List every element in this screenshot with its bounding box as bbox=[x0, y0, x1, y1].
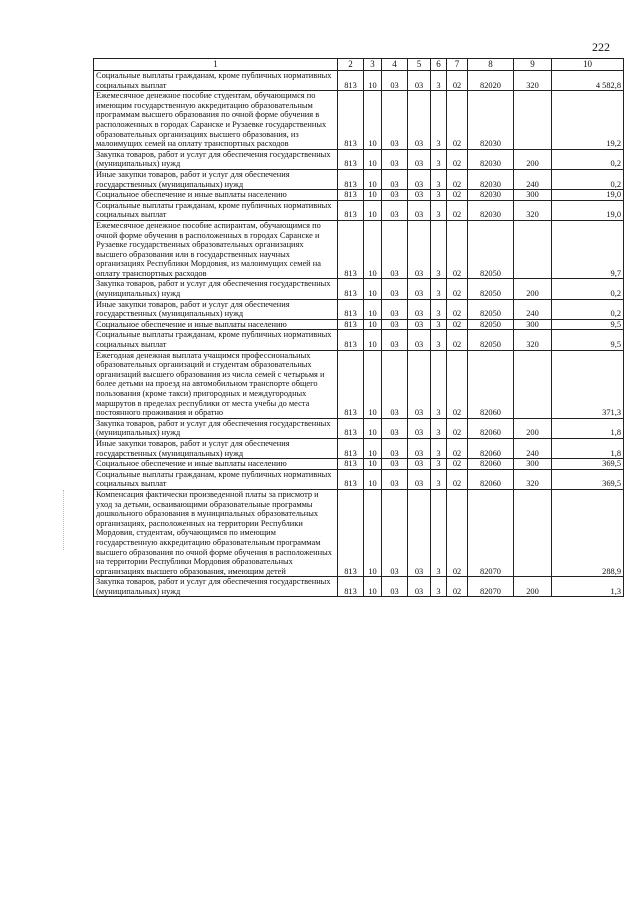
row-c9-cell: 320 bbox=[514, 330, 552, 350]
row-c9-cell: 320 bbox=[514, 200, 552, 220]
row-c8-cell: 82060 bbox=[468, 459, 514, 470]
row-c4-cell: 03 bbox=[382, 299, 408, 319]
row-c10-cell: 0,2 bbox=[552, 299, 624, 319]
row-name-cell: Компенсация фактически произведенной платы за присмотр и уход за детьми, осваивающими образовательные программы дошкольного образования в муниципальных образовательных организациях, расположенных на территории Республики Мордовия, студентам, обучающимся по имеющим государственную аккредитацию образовательным программам высшего образования по очной форме обучения в расположенных на территории Республики Мордовия образовательных организациях высшего образования, имеющим детей bbox=[94, 489, 338, 576]
row-c3-cell: 10 bbox=[364, 71, 382, 91]
header-cell: 3 bbox=[364, 59, 382, 71]
row-c9-cell: 300 bbox=[514, 459, 552, 470]
row-c3-cell: 10 bbox=[364, 418, 382, 438]
row-name-cell: Закупка товаров, работ и услуг для обеспечения государственных (муниципальных) нужд bbox=[94, 149, 338, 169]
row-c2-cell: 813 bbox=[338, 330, 364, 350]
row-c3-cell: 10 bbox=[364, 438, 382, 458]
row-name-cell: Закупка товаров, работ и услуг для обеспечения государственных (муниципальных) нужд bbox=[94, 279, 338, 299]
row-name-cell: Социальные выплаты гражданам, кроме публичных нормативных социальных выплат bbox=[94, 200, 338, 220]
row-c7-cell: 02 bbox=[447, 220, 468, 279]
row-c6-cell: 3 bbox=[431, 438, 447, 458]
row-c4-cell: 03 bbox=[382, 190, 408, 201]
row-c10-cell: 1,8 bbox=[552, 418, 624, 438]
row-name-cell: Ежемесячное денежное пособие аспирантам, обучающимся по очной форме обучения в расположенных в городах Саранске и Рузаевке государственных образовательных организациях высшего образования или в государственных научных организациях Республики Мордовия, из малоимущих семей на оплату транспортных расходов bbox=[94, 220, 338, 279]
row-c5-cell: 03 bbox=[408, 319, 431, 330]
row-c8-cell: 82030 bbox=[468, 91, 514, 150]
header-cell: 7 bbox=[447, 59, 468, 71]
row-c6-cell: 3 bbox=[431, 200, 447, 220]
header-row bbox=[94, 59, 624, 71]
row-c7-cell: 02 bbox=[447, 71, 468, 91]
row-c6-cell: 3 bbox=[431, 330, 447, 350]
row-name-cell: Иные закупки товаров, работ и услуг для обеспечения государственных (муниципальных) нужд bbox=[94, 169, 338, 189]
row-c9-cell bbox=[514, 350, 552, 418]
row-c8-cell: 82030 bbox=[468, 169, 514, 189]
row-c10-cell: 19,2 bbox=[552, 91, 624, 150]
row-c9-cell: 240 bbox=[514, 169, 552, 189]
row-c10-cell: 369,5 bbox=[552, 469, 624, 489]
row-c3-cell: 10 bbox=[364, 350, 382, 418]
header-cell: 5 bbox=[408, 59, 431, 71]
row-c3-cell: 10 bbox=[364, 190, 382, 201]
row-c10-cell: 0,2 bbox=[552, 149, 624, 169]
row-c9-cell: 200 bbox=[514, 577, 552, 597]
row-c2-cell: 813 bbox=[338, 350, 364, 418]
row-c6-cell: 3 bbox=[431, 299, 447, 319]
row-name-cell: Закупка товаров, работ и услуг для обеспечения государственных (муниципальных) нужд bbox=[94, 577, 338, 597]
header-cell: 1 bbox=[94, 59, 338, 71]
row-c3-cell: 10 bbox=[364, 459, 382, 470]
row-c10-cell: 369,5 bbox=[552, 459, 624, 470]
row-c5-cell: 03 bbox=[408, 459, 431, 470]
row-c9-cell: 240 bbox=[514, 438, 552, 458]
row-c6-cell: 3 bbox=[431, 469, 447, 489]
row-c10-cell: 19,0 bbox=[552, 200, 624, 220]
binding-mark bbox=[63, 490, 65, 550]
row-c3-cell: 10 bbox=[364, 469, 382, 489]
row-c8-cell: 82070 bbox=[468, 489, 514, 576]
row-c4-cell: 03 bbox=[382, 200, 408, 220]
page-number: 222 bbox=[592, 40, 610, 54]
row-c2-cell: 813 bbox=[338, 438, 364, 458]
row-c5-cell: 03 bbox=[408, 71, 431, 91]
row-c9-cell: 300 bbox=[514, 319, 552, 330]
row-c2-cell: 813 bbox=[338, 71, 364, 91]
row-c5-cell: 03 bbox=[408, 469, 431, 489]
header-cell: 4 bbox=[382, 59, 408, 71]
row-c5-cell: 03 bbox=[408, 489, 431, 576]
table-row bbox=[94, 438, 624, 458]
row-name-cell: Социальное обеспечение и иные выплаты населению bbox=[94, 190, 338, 201]
budget-table bbox=[93, 58, 624, 597]
table-row bbox=[94, 71, 624, 91]
table-row bbox=[94, 279, 624, 299]
row-c3-cell: 10 bbox=[364, 279, 382, 299]
table-row bbox=[94, 459, 624, 470]
row-c10-cell: 9,7 bbox=[552, 220, 624, 279]
row-c5-cell: 03 bbox=[408, 418, 431, 438]
table-row bbox=[94, 169, 624, 189]
row-c4-cell: 03 bbox=[382, 469, 408, 489]
row-c7-cell: 02 bbox=[447, 489, 468, 576]
row-c5-cell: 03 bbox=[408, 149, 431, 169]
table-row bbox=[94, 350, 624, 418]
table-row bbox=[94, 319, 624, 330]
row-c4-cell: 03 bbox=[382, 149, 408, 169]
row-c10-cell: 9,5 bbox=[552, 330, 624, 350]
row-c6-cell: 3 bbox=[431, 319, 447, 330]
row-c10-cell: 0,2 bbox=[552, 279, 624, 299]
row-c4-cell: 03 bbox=[382, 418, 408, 438]
table-row bbox=[94, 149, 624, 169]
row-c4-cell: 03 bbox=[382, 319, 408, 330]
row-c9-cell bbox=[514, 91, 552, 150]
row-c3-cell: 10 bbox=[364, 169, 382, 189]
row-c8-cell: 82020 bbox=[468, 71, 514, 91]
header-cell: 10 bbox=[552, 59, 624, 71]
row-c6-cell: 3 bbox=[431, 459, 447, 470]
row-c2-cell: 813 bbox=[338, 91, 364, 150]
row-c7-cell: 02 bbox=[447, 350, 468, 418]
row-c5-cell: 03 bbox=[408, 220, 431, 279]
row-c6-cell: 3 bbox=[431, 91, 447, 150]
row-c9-cell: 240 bbox=[514, 299, 552, 319]
row-c8-cell: 82050 bbox=[468, 279, 514, 299]
header-cell: 2 bbox=[338, 59, 364, 71]
row-c3-cell: 10 bbox=[364, 220, 382, 279]
table-row bbox=[94, 330, 624, 350]
row-c7-cell: 02 bbox=[447, 91, 468, 150]
row-c2-cell: 813 bbox=[338, 299, 364, 319]
row-c3-cell: 10 bbox=[364, 299, 382, 319]
table-row bbox=[94, 91, 624, 150]
row-c6-cell: 3 bbox=[431, 279, 447, 299]
row-c8-cell: 82060 bbox=[468, 418, 514, 438]
row-c8-cell: 82030 bbox=[468, 200, 514, 220]
row-c9-cell: 320 bbox=[514, 469, 552, 489]
row-c4-cell: 03 bbox=[382, 71, 408, 91]
table-row bbox=[94, 190, 624, 201]
row-c3-cell: 10 bbox=[364, 489, 382, 576]
row-c7-cell: 02 bbox=[447, 149, 468, 169]
row-c4-cell: 03 bbox=[382, 459, 408, 470]
row-c9-cell: 200 bbox=[514, 149, 552, 169]
row-c10-cell: 288,9 bbox=[552, 489, 624, 576]
row-c3-cell: 10 bbox=[364, 330, 382, 350]
row-c9-cell: 300 bbox=[514, 190, 552, 201]
row-c3-cell: 10 bbox=[364, 200, 382, 220]
row-c3-cell: 10 bbox=[364, 577, 382, 597]
row-c8-cell: 82050 bbox=[468, 220, 514, 279]
row-c4-cell: 03 bbox=[382, 220, 408, 279]
row-c4-cell: 03 bbox=[382, 577, 408, 597]
row-c5-cell: 03 bbox=[408, 330, 431, 350]
table-row bbox=[94, 418, 624, 438]
row-c10-cell: 9,5 bbox=[552, 319, 624, 330]
row-name-cell: Ежемесячное денежное пособие студентам, обучающимся по имеющим государственную аккредитацию образовательным программам высшего образования по очной форме обучения в расположенных в городах Саранске и Рузаевке государственных образовательных организациях высшего образования, из малоимущих семей на оплату транспортных расходов bbox=[94, 91, 338, 150]
table-row bbox=[94, 489, 624, 576]
row-c7-cell: 02 bbox=[447, 469, 468, 489]
row-c7-cell: 02 bbox=[447, 190, 468, 201]
row-name-cell: Социальные выплаты гражданам, кроме публичных нормативных социальных выплат bbox=[94, 71, 338, 91]
row-c2-cell: 813 bbox=[338, 469, 364, 489]
row-name-cell: Ежегодная денежная выплата учащимся профессиональных образовательных организаций и студентам образовательных организаций высшего образования из числа семей с четырьмя и более детьми на проезд на автомобильном транспорте общего пользования (кроме такси) пригородных и междугородных маршрутов в пределах республики от места учебы до места постоянного проживания и обратно bbox=[94, 350, 338, 418]
row-c6-cell: 3 bbox=[431, 418, 447, 438]
row-c6-cell: 3 bbox=[431, 190, 447, 201]
header-cell: 6 bbox=[431, 59, 447, 71]
row-c4-cell: 03 bbox=[382, 350, 408, 418]
row-c2-cell: 813 bbox=[338, 169, 364, 189]
row-name-cell: Социальные выплаты гражданам, кроме публичных нормативных социальных выплат bbox=[94, 469, 338, 489]
row-name-cell: Закупка товаров, работ и услуг для обеспечения государственных (муниципальных) нужд bbox=[94, 418, 338, 438]
row-c4-cell: 03 bbox=[382, 169, 408, 189]
row-c3-cell: 10 bbox=[364, 319, 382, 330]
row-c4-cell: 03 bbox=[382, 489, 408, 576]
row-c7-cell: 02 bbox=[447, 459, 468, 470]
row-c5-cell: 03 bbox=[408, 169, 431, 189]
row-c5-cell: 03 bbox=[408, 299, 431, 319]
row-c7-cell: 02 bbox=[447, 330, 468, 350]
row-name-cell: Иные закупки товаров, работ и услуг для обеспечения государственных (муниципальных) нужд bbox=[94, 299, 338, 319]
row-c7-cell: 02 bbox=[447, 438, 468, 458]
row-c5-cell: 03 bbox=[408, 91, 431, 150]
row-c6-cell: 3 bbox=[431, 220, 447, 279]
row-c2-cell: 813 bbox=[338, 200, 364, 220]
row-c2-cell: 813 bbox=[338, 418, 364, 438]
row-name-cell: Иные закупки товаров, работ и услуг для обеспечения государственных (муниципальных) нужд bbox=[94, 438, 338, 458]
row-c8-cell: 82050 bbox=[468, 319, 514, 330]
table-row bbox=[94, 577, 624, 597]
row-c10-cell: 4 582,8 bbox=[552, 71, 624, 91]
row-c5-cell: 03 bbox=[408, 200, 431, 220]
row-c2-cell: 813 bbox=[338, 279, 364, 299]
row-c2-cell: 813 bbox=[338, 190, 364, 201]
row-c4-cell: 03 bbox=[382, 330, 408, 350]
row-c8-cell: 82060 bbox=[468, 438, 514, 458]
row-c7-cell: 02 bbox=[447, 169, 468, 189]
row-c3-cell: 10 bbox=[364, 91, 382, 150]
row-c7-cell: 02 bbox=[447, 418, 468, 438]
row-c8-cell: 82030 bbox=[468, 149, 514, 169]
row-c2-cell: 813 bbox=[338, 149, 364, 169]
row-c7-cell: 02 bbox=[447, 200, 468, 220]
row-c10-cell: 1,3 bbox=[552, 577, 624, 597]
row-c10-cell: 0,2 bbox=[552, 169, 624, 189]
row-name-cell: Социальное обеспечение и иные выплаты населению bbox=[94, 459, 338, 470]
table-row bbox=[94, 220, 624, 279]
row-c6-cell: 3 bbox=[431, 71, 447, 91]
table-row bbox=[94, 469, 624, 489]
row-c8-cell: 82060 bbox=[468, 350, 514, 418]
row-c9-cell: 320 bbox=[514, 71, 552, 91]
row-c5-cell: 03 bbox=[408, 350, 431, 418]
row-name-cell: Социальные выплаты гражданам, кроме публичных нормативных социальных выплат bbox=[94, 330, 338, 350]
row-c6-cell: 3 bbox=[431, 149, 447, 169]
row-c6-cell: 3 bbox=[431, 169, 447, 189]
row-c4-cell: 03 bbox=[382, 91, 408, 150]
row-c7-cell: 02 bbox=[447, 299, 468, 319]
row-c9-cell bbox=[514, 489, 552, 576]
row-c9-cell: 200 bbox=[514, 418, 552, 438]
row-c8-cell: 82050 bbox=[468, 330, 514, 350]
row-c5-cell: 03 bbox=[408, 577, 431, 597]
row-c6-cell: 3 bbox=[431, 489, 447, 576]
row-c2-cell: 813 bbox=[338, 459, 364, 470]
row-name-cell: Социальное обеспечение и иные выплаты населению bbox=[94, 319, 338, 330]
row-c8-cell: 82030 bbox=[468, 190, 514, 201]
row-c2-cell: 813 bbox=[338, 489, 364, 576]
row-c2-cell: 813 bbox=[338, 220, 364, 279]
row-c10-cell: 1,8 bbox=[552, 438, 624, 458]
row-c7-cell: 02 bbox=[447, 279, 468, 299]
row-c5-cell: 03 bbox=[408, 190, 431, 201]
row-c5-cell: 03 bbox=[408, 279, 431, 299]
row-c6-cell: 3 bbox=[431, 350, 447, 418]
row-c5-cell: 03 bbox=[408, 438, 431, 458]
table-row bbox=[94, 299, 624, 319]
row-c3-cell: 10 bbox=[364, 149, 382, 169]
table-row bbox=[94, 200, 624, 220]
header-cell: 9 bbox=[514, 59, 552, 71]
row-c6-cell: 3 bbox=[431, 577, 447, 597]
row-c7-cell: 02 bbox=[447, 319, 468, 330]
row-c9-cell bbox=[514, 220, 552, 279]
row-c4-cell: 03 bbox=[382, 438, 408, 458]
row-c4-cell: 03 bbox=[382, 279, 408, 299]
row-c10-cell: 19,0 bbox=[552, 190, 624, 201]
row-c9-cell: 200 bbox=[514, 279, 552, 299]
header-cell: 8 bbox=[468, 59, 514, 71]
row-c2-cell: 813 bbox=[338, 577, 364, 597]
row-c8-cell: 82050 bbox=[468, 299, 514, 319]
row-c8-cell: 82060 bbox=[468, 469, 514, 489]
row-c2-cell: 813 bbox=[338, 319, 364, 330]
row-c8-cell: 82070 bbox=[468, 577, 514, 597]
row-c10-cell: 371,3 bbox=[552, 350, 624, 418]
row-c7-cell: 02 bbox=[447, 577, 468, 597]
